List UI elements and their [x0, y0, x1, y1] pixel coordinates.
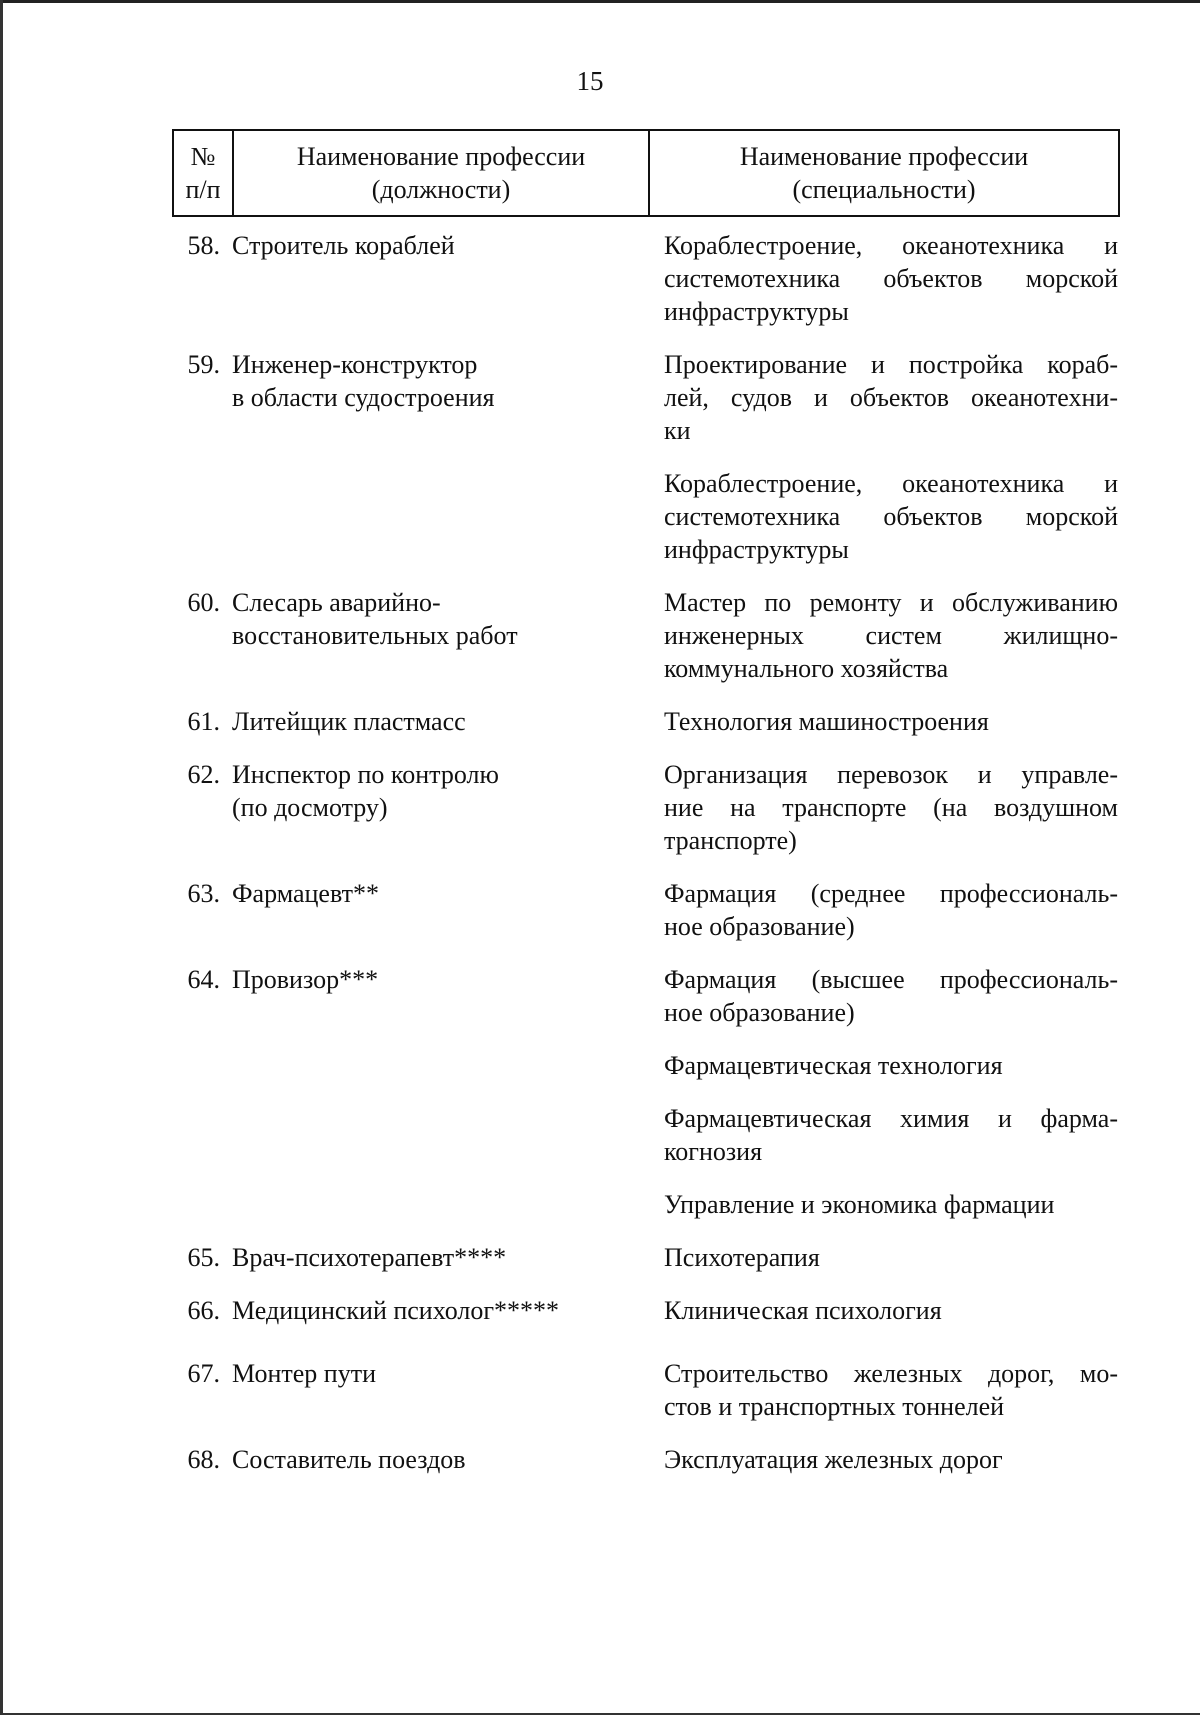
specialty-line: инфраструктуры — [664, 535, 849, 564]
specialty-line: ки — [664, 416, 691, 445]
row-number: 59. — [187, 350, 220, 379]
position-name — [228, 758, 644, 857]
specialty-line: Фармация (высшее профессиональ- — [664, 965, 1118, 994]
position-name-line: Литейщик пластмасс — [232, 707, 466, 736]
position-name — [228, 1294, 644, 1327]
specialty-line: ное образование) — [664, 912, 855, 941]
specialty-list — [664, 1357, 1118, 1423]
position-name — [228, 1443, 644, 1476]
specialty-line: инженерных систем жилищно- — [664, 621, 1118, 650]
position-name-line: восстановительных работ — [232, 621, 518, 650]
position-name-line: Фармацевт** — [232, 879, 379, 908]
header-col-specialty — [650, 131, 1118, 215]
specialty-line: Управление и экономика фармации — [664, 1190, 1055, 1219]
position-name — [228, 1357, 644, 1423]
scan-edge-top — [0, 0, 1200, 3]
header-col-number — [174, 131, 234, 215]
specialty-entry — [664, 877, 1118, 943]
specialty-line: когнозия — [664, 1137, 763, 1166]
specialty-line: Организация перевозок и управле- — [664, 760, 1118, 789]
specialty-line: Эксплуатация железных дорог — [664, 1445, 1003, 1474]
specialty-line: Технология машиностроения — [664, 707, 989, 736]
specialty-line: Проектирование и постройка кораб- — [664, 350, 1118, 379]
specialty-entry — [664, 1294, 1118, 1327]
specialty-entry — [664, 705, 1118, 738]
scan-edge-left — [0, 0, 3, 1715]
position-name-line: Врач-психотерапевт**** — [232, 1243, 507, 1272]
specialty-list — [664, 348, 1118, 566]
specialty-list — [664, 229, 1118, 328]
specialty-list — [664, 1443, 1118, 1476]
specialty-line: коммунального хозяйства — [664, 654, 949, 683]
position-name — [228, 963, 644, 1221]
table-row — [172, 229, 1120, 328]
header-col-number-line: № — [190, 142, 216, 171]
specialty-list — [664, 963, 1118, 1221]
position-name — [228, 877, 644, 943]
specialty-entry — [664, 586, 1118, 685]
position-name — [228, 586, 644, 685]
row-number: 62. — [187, 760, 220, 789]
row-number: 60. — [187, 588, 220, 617]
specialty-entry — [664, 1102, 1118, 1168]
table-body — [172, 229, 1120, 1496]
header-col-position — [234, 131, 650, 215]
specialty-line: ние на транспорте (на воздушном — [664, 793, 1118, 822]
row-number: 63. — [187, 879, 220, 908]
position-name-line: Медицинский психолог***** — [232, 1296, 560, 1325]
specialty-line: ное образование) — [664, 998, 855, 1027]
header-col-specialty-line: Наименование профессии — [739, 142, 1029, 171]
specialty-entry — [664, 1357, 1118, 1423]
specialty-line: Клиническая психология — [664, 1296, 942, 1325]
specialty-line: лей, судов и объектов океанотехни- — [664, 383, 1118, 412]
position-name-line: (по досмотру) — [232, 793, 388, 822]
specialty-line: транспорте) — [664, 826, 797, 855]
position-name-line: Провизор*** — [232, 965, 379, 994]
specialty-list — [664, 586, 1118, 685]
row-number: 58. — [187, 231, 220, 260]
specialty-line: Психотерапия — [664, 1243, 820, 1272]
header-col-position-line: (должности) — [371, 175, 511, 204]
page-number: 15 — [576, 66, 604, 96]
specialty-entry — [664, 467, 1118, 566]
specialty-line: Фармацевтическая химия и фарма- — [664, 1104, 1118, 1133]
table-row — [172, 348, 1120, 566]
position-name — [228, 348, 644, 566]
specialty-line: Кораблестроение, океанотехника и — [664, 231, 1118, 260]
table-row — [172, 963, 1120, 1221]
specialty-line: Мастер по ремонту и обслуживанию — [664, 588, 1118, 617]
table-row — [172, 586, 1120, 685]
specialty-entry — [664, 1241, 1118, 1274]
specialty-list — [664, 1241, 1118, 1274]
table-row — [172, 1443, 1120, 1476]
position-name-line: Инспектор по контролю — [232, 760, 499, 789]
table-row — [172, 758, 1120, 857]
position-name-line: Составитель поездов — [232, 1445, 466, 1474]
row-number: 64. — [187, 965, 220, 994]
specialty-line: системотехника объектов морской — [664, 502, 1118, 531]
position-name-line: Монтер пути — [232, 1359, 376, 1388]
header-col-number-line: п/п — [185, 175, 221, 204]
position-name-line: Инженер-конструктор — [232, 350, 478, 379]
header-col-position-line: Наименование профессии — [296, 142, 586, 171]
specialty-line: Фармацевтическая технология — [664, 1051, 1003, 1080]
specialty-line: стов и транспортных тоннелей — [664, 1392, 1005, 1421]
specialty-line: Кораблестроение, океанотехника и — [664, 469, 1118, 498]
specialty-entry — [664, 1188, 1118, 1221]
position-name — [228, 705, 644, 738]
specialty-list — [664, 877, 1118, 943]
position-name-line: в области судостроения — [232, 383, 495, 412]
specialty-list — [664, 705, 1118, 738]
row-number: 66. — [187, 1296, 220, 1325]
specialty-list — [664, 758, 1118, 857]
row-number: 61. — [187, 707, 220, 736]
table-row — [172, 705, 1120, 738]
table-row — [172, 877, 1120, 943]
position-name — [228, 229, 644, 328]
row-number: 67. — [187, 1359, 220, 1388]
specialty-entry — [664, 963, 1118, 1029]
specialty-list — [664, 1294, 1118, 1327]
row-number: 68. — [187, 1445, 220, 1474]
table-row — [172, 1294, 1120, 1327]
specialty-entry — [664, 348, 1118, 447]
specialty-entry — [664, 1049, 1118, 1082]
specialty-entry — [664, 758, 1118, 857]
header-col-specialty-line: (специальности) — [792, 175, 976, 204]
specialty-entry — [664, 1443, 1118, 1476]
row-number: 65. — [187, 1243, 220, 1272]
table-row — [172, 1357, 1120, 1423]
position-name-line: Строитель кораблей — [232, 231, 455, 260]
specialty-line: системотехника объектов морской — [664, 264, 1118, 293]
table-row — [172, 1241, 1120, 1274]
specialty-entry — [664, 229, 1118, 328]
position-name-line: Слесарь аварийно- — [232, 588, 441, 617]
specialty-line: Фармация (среднее профессиональ- — [664, 879, 1118, 908]
table-header — [172, 129, 1120, 217]
position-name — [228, 1241, 644, 1274]
specialty-line: инфраструктуры — [664, 297, 849, 326]
specialty-line: Строительство железных дорог, мо- — [664, 1359, 1118, 1388]
